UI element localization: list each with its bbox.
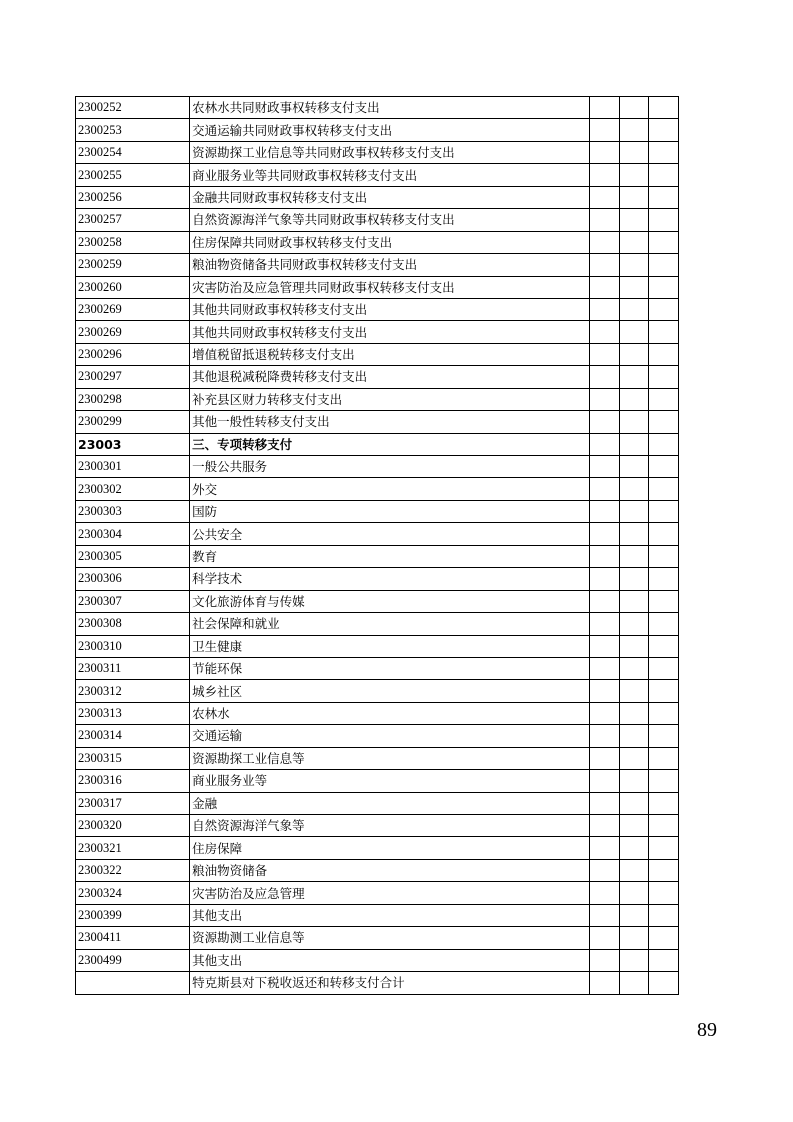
- item-code-cell: 2300254: [76, 141, 190, 163]
- amount-cell: [649, 276, 679, 298]
- amount-cell: [649, 164, 679, 186]
- table-row: [76, 747, 679, 769]
- amount-cell: [590, 657, 620, 679]
- amount-cell: [619, 523, 649, 545]
- item-name-cell: 农林水共同财政事权转移支付支出: [190, 97, 590, 119]
- amount-cell: [590, 523, 620, 545]
- item-code-cell: 2300320: [76, 815, 190, 837]
- item-code-cell: 2300322: [76, 859, 190, 881]
- amount-cell: [619, 321, 649, 343]
- amount-cell: [649, 141, 679, 163]
- item-code-cell: 2300297: [76, 366, 190, 388]
- item-code-cell: 2300257: [76, 209, 190, 231]
- table-row: [76, 680, 679, 702]
- amount-cell: [590, 209, 620, 231]
- amount-cell: [619, 770, 649, 792]
- amount-cell: [590, 882, 620, 904]
- item-code-cell: 2300305: [76, 545, 190, 567]
- item-name-cell: 其他共同财政事权转移支付支出: [190, 298, 590, 320]
- amount-cell: [649, 186, 679, 208]
- item-name-cell: 住房保障共同财政事权转移支付支出: [190, 231, 590, 253]
- table-row: [76, 949, 679, 971]
- item-name-cell: 节能环保: [190, 657, 590, 679]
- item-code-cell: 2300303: [76, 500, 190, 522]
- amount-cell: [619, 904, 649, 926]
- item-code-cell: 2300301: [76, 456, 190, 478]
- amount-cell: [619, 186, 649, 208]
- table-row: [76, 927, 679, 949]
- amount-cell: [649, 388, 679, 410]
- table-body: [76, 97, 679, 995]
- amount-cell: [590, 500, 620, 522]
- amount-cell: [590, 411, 620, 433]
- table-row: [76, 298, 679, 320]
- item-name-cell: 补充县区财力转移支付支出: [190, 388, 590, 410]
- amount-cell: [649, 657, 679, 679]
- amount-cell: [590, 904, 620, 926]
- amount-cell: [619, 568, 649, 590]
- item-code-cell: 2300310: [76, 635, 190, 657]
- amount-cell: [619, 141, 649, 163]
- table-row: [76, 366, 679, 388]
- item-code-cell: 2300253: [76, 119, 190, 141]
- amount-cell: [619, 343, 649, 365]
- page-number: 89: [697, 1019, 717, 1041]
- amount-cell: [619, 276, 649, 298]
- amount-cell: [619, 635, 649, 657]
- table-row: [76, 972, 679, 994]
- amount-cell: [619, 231, 649, 253]
- item-name-cell: 卫生健康: [190, 635, 590, 657]
- item-name-cell: 商业服务业等共同财政事权转移支付支出: [190, 164, 590, 186]
- item-code-cell: 2300499: [76, 949, 190, 971]
- amount-cell: [590, 456, 620, 478]
- item-name-cell: 农林水: [190, 702, 590, 724]
- item-name-cell: 其他退税减税降费转移支付支出: [190, 366, 590, 388]
- amount-cell: [590, 837, 620, 859]
- amount-cell: [619, 209, 649, 231]
- amount-cell: [649, 702, 679, 724]
- table-row: [76, 568, 679, 590]
- item-name-cell: 科学技术: [190, 568, 590, 590]
- amount-cell: [619, 478, 649, 500]
- item-code-cell: 2300258: [76, 231, 190, 253]
- item-name-cell: 其他共同财政事权转移支付支出: [190, 321, 590, 343]
- amount-cell: [649, 904, 679, 926]
- amount-cell: [619, 119, 649, 141]
- amount-cell: [619, 927, 649, 949]
- amount-cell: [649, 837, 679, 859]
- amount-cell: [590, 747, 620, 769]
- table-row: [76, 478, 679, 500]
- amount-cell: [590, 792, 620, 814]
- table-row: [76, 97, 679, 119]
- amount-cell: [649, 231, 679, 253]
- amount-cell: [649, 298, 679, 320]
- amount-cell: [619, 747, 649, 769]
- item-code-cell: [76, 972, 190, 994]
- item-name-cell: 金融共同财政事权转移支付支出: [190, 186, 590, 208]
- amount-cell: [590, 97, 620, 119]
- amount-cell: [649, 815, 679, 837]
- item-code-cell: 2300308: [76, 613, 190, 635]
- table-row: [76, 635, 679, 657]
- amount-cell: [649, 366, 679, 388]
- amount-cell: [590, 635, 620, 657]
- table-row: [76, 209, 679, 231]
- amount-cell: [619, 456, 649, 478]
- item-code-cell: 2300316: [76, 770, 190, 792]
- item-code-cell: 2300269: [76, 298, 190, 320]
- item-code-cell: 2300411: [76, 927, 190, 949]
- amount-cell: [649, 411, 679, 433]
- amount-cell: [619, 164, 649, 186]
- item-code-cell: 2300255: [76, 164, 190, 186]
- item-code-cell: 2300307: [76, 590, 190, 612]
- table-row: [76, 904, 679, 926]
- amount-cell: [649, 882, 679, 904]
- amount-cell: [590, 613, 620, 635]
- item-name-cell: 自然资源海洋气象等共同财政事权转移支付支出: [190, 209, 590, 231]
- table-row: [76, 882, 679, 904]
- amount-cell: [619, 254, 649, 276]
- table-row: [76, 411, 679, 433]
- item-code-cell: 2300296: [76, 343, 190, 365]
- amount-cell: [590, 770, 620, 792]
- amount-cell: [590, 568, 620, 590]
- item-code-cell: 23003: [76, 433, 190, 455]
- amount-cell: [649, 433, 679, 455]
- item-name-cell: 文化旅游体育与传媒: [190, 590, 590, 612]
- amount-cell: [649, 747, 679, 769]
- amount-cell: [649, 343, 679, 365]
- amount-cell: [649, 859, 679, 881]
- amount-cell: [619, 815, 649, 837]
- item-code-cell: 2300252: [76, 97, 190, 119]
- item-code-cell: 2300299: [76, 411, 190, 433]
- item-code-cell: 2300399: [76, 904, 190, 926]
- amount-cell: [649, 972, 679, 994]
- amount-cell: [590, 321, 620, 343]
- item-code-cell: 2300317: [76, 792, 190, 814]
- amount-cell: [590, 119, 620, 141]
- amount-cell: [619, 702, 649, 724]
- amount-cell: [590, 815, 620, 837]
- table-row: [76, 276, 679, 298]
- table-row: [76, 613, 679, 635]
- item-name-cell: 其他一般性转移支付支出: [190, 411, 590, 433]
- item-name-cell: 资源勘测工业信息等: [190, 927, 590, 949]
- amount-cell: [619, 949, 649, 971]
- item-name-cell: 灾害防治及应急管理: [190, 882, 590, 904]
- item-name-cell: 灾害防治及应急管理共同财政事权转移支付支出: [190, 276, 590, 298]
- amount-cell: [619, 298, 649, 320]
- item-code-cell: 2300312: [76, 680, 190, 702]
- item-code-cell: 2300269: [76, 321, 190, 343]
- item-name-cell: 资源勘探工业信息等共同财政事权转移支付支出: [190, 141, 590, 163]
- item-name-cell: 商业服务业等: [190, 770, 590, 792]
- table-row: [76, 388, 679, 410]
- amount-cell: [590, 343, 620, 365]
- table-row: [76, 343, 679, 365]
- amount-cell: [590, 478, 620, 500]
- amount-cell: [590, 231, 620, 253]
- item-name-cell: 金融: [190, 792, 590, 814]
- amount-cell: [649, 321, 679, 343]
- table-row: [76, 231, 679, 253]
- amount-cell: [619, 411, 649, 433]
- item-name-cell: 资源勘探工业信息等: [190, 747, 590, 769]
- item-name-cell: 其他支出: [190, 904, 590, 926]
- item-name-cell: 住房保障: [190, 837, 590, 859]
- amount-cell: [619, 500, 649, 522]
- amount-cell: [649, 770, 679, 792]
- table-row: [76, 164, 679, 186]
- amount-cell: [590, 949, 620, 971]
- amount-cell: [649, 635, 679, 657]
- item-name-cell: 三、专项转移支付: [190, 433, 590, 455]
- amount-cell: [649, 523, 679, 545]
- amount-cell: [619, 545, 649, 567]
- table-row: [76, 254, 679, 276]
- table-row: [76, 186, 679, 208]
- table-row: [76, 590, 679, 612]
- table-row: [76, 141, 679, 163]
- amount-cell: [590, 590, 620, 612]
- table-row: [76, 859, 679, 881]
- amount-cell: [619, 680, 649, 702]
- amount-cell: [590, 725, 620, 747]
- item-name-cell: 粮油物资储备: [190, 859, 590, 881]
- amount-cell: [649, 500, 679, 522]
- amount-cell: [649, 568, 679, 590]
- item-code-cell: 2300256: [76, 186, 190, 208]
- amount-cell: [619, 859, 649, 881]
- item-name-cell: 增值税留抵退税转移支付支出: [190, 343, 590, 365]
- item-name-cell: 社会保障和就业: [190, 613, 590, 635]
- table-row: [76, 545, 679, 567]
- table-row: [76, 119, 679, 141]
- item-name-cell: 国防: [190, 500, 590, 522]
- table-row: [76, 456, 679, 478]
- item-code-cell: 2300314: [76, 725, 190, 747]
- item-code-cell: 2300306: [76, 568, 190, 590]
- amount-cell: [649, 97, 679, 119]
- amount-cell: [590, 388, 620, 410]
- budget-table: [75, 96, 679, 995]
- amount-cell: [619, 433, 649, 455]
- item-name-cell: 其他支出: [190, 949, 590, 971]
- amount-cell: [649, 209, 679, 231]
- item-code-cell: 2300260: [76, 276, 190, 298]
- item-name-cell: 交通运输: [190, 725, 590, 747]
- item-code-cell: 2300324: [76, 882, 190, 904]
- amount-cell: [590, 254, 620, 276]
- item-code-cell: 2300311: [76, 657, 190, 679]
- amount-cell: [619, 972, 649, 994]
- table-row: [76, 725, 679, 747]
- item-name-cell: 特克斯县对下税收返还和转移支付合计: [190, 972, 590, 994]
- amount-cell: [649, 478, 679, 500]
- amount-cell: [619, 657, 649, 679]
- amount-cell: [649, 949, 679, 971]
- amount-cell: [619, 725, 649, 747]
- amount-cell: [590, 859, 620, 881]
- item-name-cell: 交通运输共同财政事权转移支付支出: [190, 119, 590, 141]
- amount-cell: [649, 792, 679, 814]
- table-row: [76, 500, 679, 522]
- amount-cell: [649, 613, 679, 635]
- amount-cell: [590, 972, 620, 994]
- amount-cell: [590, 141, 620, 163]
- item-code-cell: 2300313: [76, 702, 190, 724]
- item-name-cell: 城乡社区: [190, 680, 590, 702]
- amount-cell: [590, 186, 620, 208]
- item-code-cell: 2300304: [76, 523, 190, 545]
- amount-cell: [619, 388, 649, 410]
- amount-cell: [649, 725, 679, 747]
- table-row: [76, 321, 679, 343]
- amount-cell: [649, 927, 679, 949]
- amount-cell: [649, 254, 679, 276]
- item-name-cell: 一般公共服务: [190, 456, 590, 478]
- table-row: [76, 657, 679, 679]
- amount-cell: [649, 545, 679, 567]
- table-row: [76, 770, 679, 792]
- item-name-cell: 粮油物资储备共同财政事权转移支付支出: [190, 254, 590, 276]
- amount-cell: [619, 97, 649, 119]
- amount-cell: [619, 837, 649, 859]
- table-row: [76, 792, 679, 814]
- item-name-cell: 外交: [190, 478, 590, 500]
- amount-cell: [619, 366, 649, 388]
- amount-cell: [619, 882, 649, 904]
- amount-cell: [649, 119, 679, 141]
- amount-cell: [590, 164, 620, 186]
- table-row: [76, 702, 679, 724]
- amount-cell: [590, 680, 620, 702]
- amount-cell: [590, 433, 620, 455]
- amount-cell: [649, 590, 679, 612]
- amount-cell: [590, 298, 620, 320]
- item-name-cell: 教育: [190, 545, 590, 567]
- item-name-cell: 自然资源海洋气象等: [190, 815, 590, 837]
- item-name-cell: 公共安全: [190, 523, 590, 545]
- item-code-cell: 2300298: [76, 388, 190, 410]
- amount-cell: [649, 680, 679, 702]
- amount-cell: [590, 702, 620, 724]
- amount-cell: [619, 792, 649, 814]
- amount-cell: [649, 456, 679, 478]
- item-code-cell: 2300259: [76, 254, 190, 276]
- table-row: [76, 523, 679, 545]
- item-code-cell: 2300302: [76, 478, 190, 500]
- table-row: [76, 815, 679, 837]
- amount-cell: [619, 590, 649, 612]
- amount-cell: [590, 276, 620, 298]
- amount-cell: [590, 366, 620, 388]
- amount-cell: [590, 545, 620, 567]
- amount-cell: [590, 927, 620, 949]
- item-code-cell: 2300315: [76, 747, 190, 769]
- item-code-cell: 2300321: [76, 837, 190, 859]
- amount-cell: [619, 613, 649, 635]
- table-row: [76, 433, 679, 455]
- table-row: [76, 837, 679, 859]
